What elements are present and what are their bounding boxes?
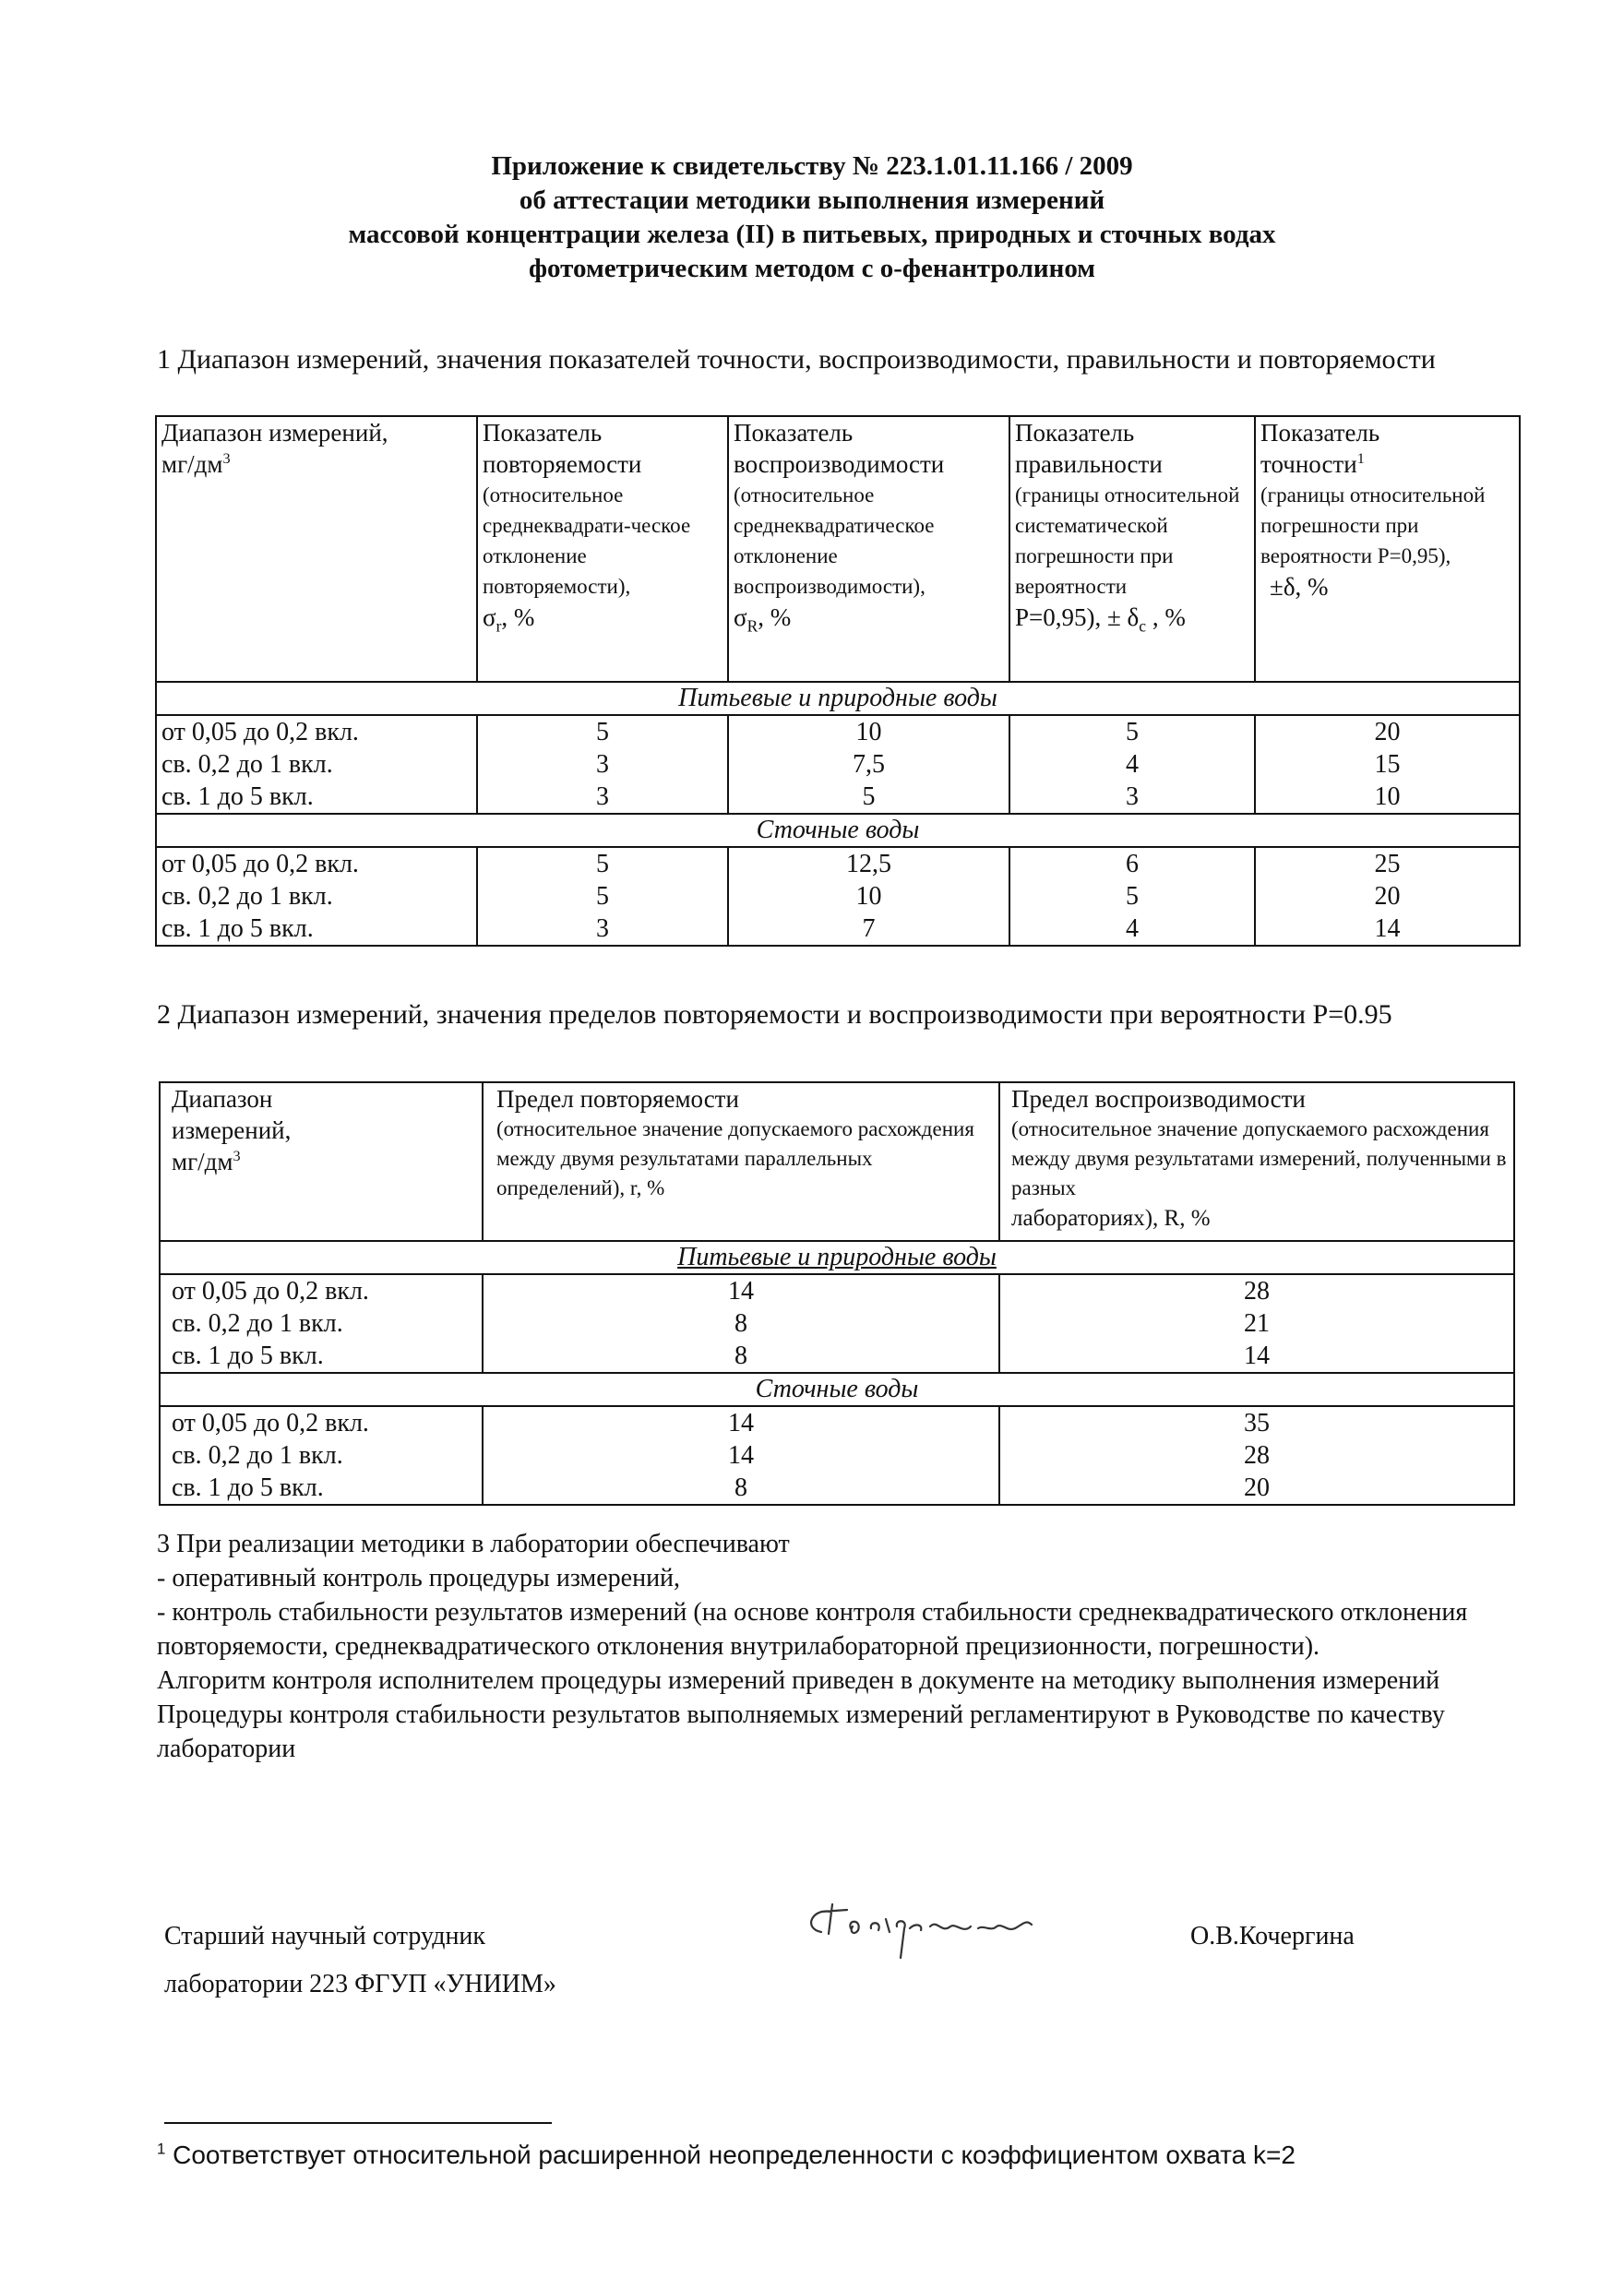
section-3-line: - контроль стабильности результатов измерений (на основе контроля стабильности среднеквадратического отклонения повторяемости, среднеквадратического отклонения внутрилабораторной прецизионности, погрешности).: [157, 1598, 1468, 1661]
header-line-4: фотометрическим методом с о-фенантролином: [528, 254, 1096, 283]
header-line-1: Приложение к свидетельству № 223.1.01.11.166 / 2009: [491, 151, 1133, 181]
table-row: св. 1 до 5 вкл. 3 7 4 14: [156, 912, 1520, 946]
table-row: от 0,05 до 0,2 вкл. 5 10 5 20: [156, 715, 1520, 748]
header-line-3: массовой концентрации железа (II) в питьевых, природных и сточных водах: [348, 220, 1276, 249]
table-row: св. 0,2 до 1 вкл. 14 28: [160, 1439, 1514, 1472]
table-row: св. 0,2 до 1 вкл. 3 7,5 4 15: [156, 748, 1520, 781]
table-row: св. 0,2 до 1 вкл. 5 10 5 20: [156, 880, 1520, 912]
limits-table: [159, 1081, 1515, 1506]
signer-role-line-2: лаборатории 223 ФГУП «УНИИМ»: [164, 1970, 556, 1998]
document-header: [157, 149, 1467, 286]
handwritten-signature: [794, 1891, 1089, 1974]
col-repeatability-limit-header: Предел повторяемости (относительное значение допускаемого расхождения между двумя результатами параллельных определений), r, %: [483, 1082, 999, 1241]
footnote: $^1$ Соответствует относительной расширенной неопределенности с коэффициентом охвата k=2: [157, 2140, 1296, 2169]
col-trueness-header: Показатель правильности (границы относительной систематической погрешности при вероятности P=0,95), ± $\delta_c$ , %: [1009, 416, 1255, 682]
table-row: св. 1 до 5 вкл. 8 14: [160, 1340, 1514, 1373]
section-2-title: 2 Диапазон измерений, значения пределов повторяемости и воспроизводимости при вероятности P=0.95: [157, 999, 1392, 1030]
group-row-wastewater: Сточные воды: [156, 814, 1520, 847]
table-row: св. 0,2 до 1 вкл. 8 21: [160, 1307, 1514, 1340]
table-row: от 0,05 до 0,2 вкл. 14 35: [160, 1406, 1514, 1439]
col-repeatability-header: Показатель повторяемости (относительное среднеквадрати-ческое отклонение повторяемости), $\sigma_r$, %: [477, 416, 728, 682]
col-accuracy-header: Показатель точности$^1$ (границы относительной погрешности при вероятности P=0,95), ±δ, %: [1255, 416, 1520, 682]
group-row-drinking: Питьевые и природные воды: [156, 682, 1520, 715]
col-reproducibility-limit-header: Предел воспроизводимости (относительное значение допускаемого расхождения между двумя результатами измерений, полученными в разных лабораториях), R, %: [999, 1082, 1514, 1241]
col-range-header: Диапазон измерений, $мг/дм^3$: [156, 416, 477, 682]
table-row: от 0,05 до 0,2 вкл. 14 28: [160, 1274, 1514, 1307]
group-row-drinking: Питьевые и природные воды: [160, 1241, 1514, 1274]
accuracy-table: [155, 415, 1521, 947]
signer-role-line-1: Старший научный сотрудник: [164, 1922, 486, 1950]
col-range-header: Диапазон измерений, $мг/дм^3$: [160, 1082, 483, 1241]
accuracy-table-header: [156, 416, 1520, 682]
section-3-line: 3 При реализации методики в лаборатории обеспечивают: [157, 1530, 790, 1558]
signer-name: О.В.Кочергина: [1190, 1922, 1355, 1950]
table-row: св. 1 до 5 вкл. 3 5 3 10: [156, 781, 1520, 814]
limits-table-header: [160, 1082, 1514, 1241]
table-row: св. 1 до 5 вкл. 8 20: [160, 1472, 1514, 1505]
col-reproducibility-header: Показатель воспроизводимости (относительное среднеквадратическое отклонение воспроизводимости), $\sigma_R$, %: [728, 416, 1009, 682]
section-3-line: Алгоритм контроля исполнителем процедуры измерений приведен в документе на методику выполнения измерений Процедуры контроля стабильности результатов выполняемых измерений регламентируют в Руководстве по качеству лаборатории: [157, 1666, 1445, 1763]
section-1-title: 1 Диапазон измерений, значения показателей точности, воспроизводимости, правильности и повторяемости: [157, 344, 1436, 375]
header-line-2: об аттестации методики выполнения измерений: [519, 185, 1105, 215]
table-row: от 0,05 до 0,2 вкл. 5 12,5 6 25: [156, 847, 1520, 880]
footnote-divider: [164, 2122, 552, 2124]
section-3: [157, 1527, 1522, 1766]
group-row-wastewater: Сточные воды: [160, 1373, 1514, 1406]
section-3-line: - оперативный контроль процедуры измерений,: [157, 1564, 681, 1592]
